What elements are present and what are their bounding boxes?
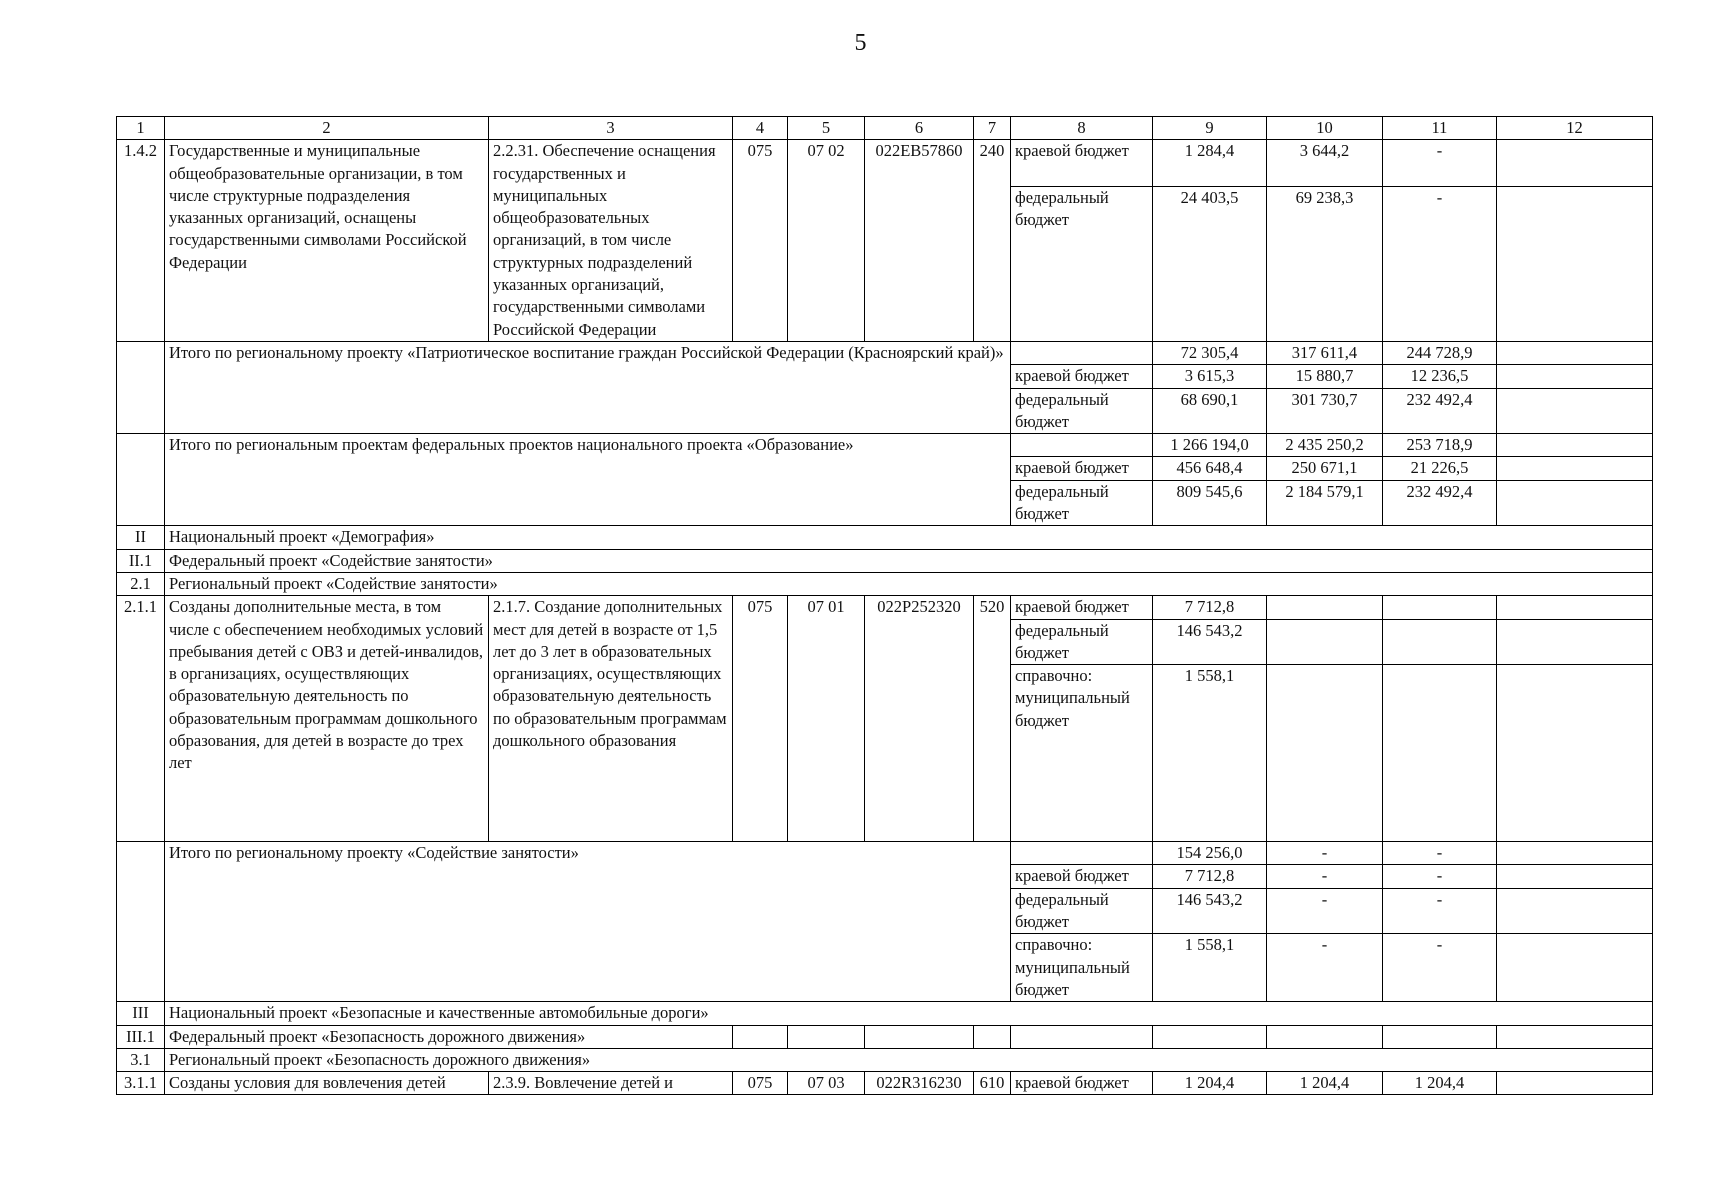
section-number: 3.1 xyxy=(117,1048,165,1071)
section-row xyxy=(117,572,1653,595)
blank-cell xyxy=(865,1025,974,1048)
value-cell: - xyxy=(1267,888,1383,934)
event-text: 2.3.9. Вовлечение детей и xyxy=(489,1072,733,1095)
result-text: Созданы дополнительные места, в том числе с обеспечением необходимых условий пребывания детей с ОВЗ и детей-инвалидов, в организациях, осуществляющих образовательную деятельность по образовательным программам дошкольного образования, для детей в возрасте до трех лет xyxy=(165,596,489,842)
value-cell xyxy=(1267,619,1383,665)
source-cell: краевой бюджет xyxy=(1011,596,1153,619)
total-row xyxy=(117,341,1653,364)
value-cell xyxy=(1497,434,1653,457)
page-number: 5 xyxy=(854,30,867,56)
value-cell xyxy=(1497,596,1653,619)
section-number: II.1 xyxy=(117,549,165,572)
source-cell: краевой бюджет xyxy=(1011,865,1153,888)
total-row xyxy=(117,434,1653,457)
code-cell: 07 02 xyxy=(788,140,865,342)
section-title: Национальный проект «Демография» xyxy=(165,526,1653,549)
header-cell: 5 xyxy=(788,117,865,140)
table-row xyxy=(117,1072,1653,1095)
section-number: III.1 xyxy=(117,1025,165,1048)
value-cell xyxy=(1497,619,1653,665)
budget-table xyxy=(116,116,1653,1095)
header-cell: 6 xyxy=(865,117,974,140)
source-cell: федеральный бюджет xyxy=(1011,480,1153,526)
value-cell: 1 204,4 xyxy=(1383,1072,1497,1095)
source-cell xyxy=(1011,842,1153,865)
value-cell: 21 226,5 xyxy=(1383,457,1497,480)
value-cell xyxy=(1497,341,1653,364)
header-cell: 2 xyxy=(165,117,489,140)
value-cell xyxy=(1267,665,1383,842)
row-number: 1.4.2 xyxy=(117,140,165,342)
value-cell: 3 615,3 xyxy=(1153,365,1267,388)
value-cell: - xyxy=(1383,888,1497,934)
header-row xyxy=(117,117,1653,140)
value-cell: 72 305,4 xyxy=(1153,341,1267,364)
source-cell: федеральный бюджет xyxy=(1011,619,1153,665)
section-title: Региональный проект «Содействие занятости» xyxy=(165,572,1653,595)
code-cell: 022ЕВ57860 xyxy=(865,140,974,342)
value-cell: - xyxy=(1383,186,1497,341)
section-title: Федеральный проект «Безопасность дорожного движения» xyxy=(165,1025,733,1048)
blank-cell xyxy=(1383,1025,1497,1048)
value-cell: 232 492,4 xyxy=(1383,388,1497,434)
code-cell: 022Р252320 xyxy=(865,596,974,842)
blank-cell xyxy=(1497,1025,1653,1048)
value-cell xyxy=(1383,619,1497,665)
row-number xyxy=(117,842,165,1002)
value-cell xyxy=(1497,888,1653,934)
value-cell: 3 644,2 xyxy=(1267,140,1383,187)
result-text: Государственные и муниципальные общеобразовательные организации, в том числе структурные подразделения указанных организаций, оснащены государственными символами Российской Федерации xyxy=(165,140,489,342)
source-cell: федеральный бюджет xyxy=(1011,388,1153,434)
value-cell: 69 238,3 xyxy=(1267,186,1383,341)
value-cell xyxy=(1497,365,1653,388)
value-cell xyxy=(1383,596,1497,619)
value-cell: 154 256,0 xyxy=(1153,842,1267,865)
blank-cell xyxy=(733,1025,788,1048)
value-cell: 146 543,2 xyxy=(1153,888,1267,934)
value-cell: 1 204,4 xyxy=(1153,1072,1267,1095)
table-row xyxy=(117,596,1653,619)
value-cell: 24 403,5 xyxy=(1153,186,1267,341)
code-cell: 075 xyxy=(733,596,788,842)
header-cell: 12 xyxy=(1497,117,1653,140)
source-cell xyxy=(1011,434,1153,457)
value-cell xyxy=(1497,865,1653,888)
section-row xyxy=(117,1048,1653,1071)
header-cell: 4 xyxy=(733,117,788,140)
value-cell: 253 718,9 xyxy=(1383,434,1497,457)
total-row xyxy=(117,842,1653,865)
row-number xyxy=(117,434,165,526)
source-cell: краевой бюджет xyxy=(1011,140,1153,187)
value-cell: 232 492,4 xyxy=(1383,480,1497,526)
value-cell: 317 611,4 xyxy=(1267,341,1383,364)
value-cell: 2 184 579,1 xyxy=(1267,480,1383,526)
value-cell xyxy=(1383,665,1497,842)
header-cell: 11 xyxy=(1383,117,1497,140)
code-cell: 022R316230 xyxy=(865,1072,974,1095)
value-cell xyxy=(1497,457,1653,480)
row-number xyxy=(117,341,165,433)
value-cell: - xyxy=(1267,842,1383,865)
value-cell: 1 558,1 xyxy=(1153,934,1267,1002)
value-cell: 1 266 194,0 xyxy=(1153,434,1267,457)
blank-cell xyxy=(788,1025,865,1048)
header-cell: 7 xyxy=(974,117,1011,140)
value-cell: 809 545,6 xyxy=(1153,480,1267,526)
value-cell xyxy=(1497,140,1653,187)
value-cell: - xyxy=(1383,140,1497,187)
event-text: 2.1.7. Создание дополнительных мест для детей в возрасте от 1,5 лет до 3 лет в образовательных организациях, осуществляющих образовательную деятельность по образовательным программам дошкольного образования xyxy=(489,596,733,842)
value-cell xyxy=(1497,480,1653,526)
value-cell: 68 690,1 xyxy=(1153,388,1267,434)
section-title: Федеральный проект «Содействие занятости» xyxy=(165,549,1653,572)
section-row xyxy=(117,1002,1653,1025)
blank-cell xyxy=(1011,1025,1153,1048)
source-cell: краевой бюджет xyxy=(1011,1072,1153,1095)
section-title: Национальный проект «Безопасные и качественные автомобильные дороги» xyxy=(165,1002,1653,1025)
total-label: Итого по региональному проекту «Содействие занятости» xyxy=(165,842,1011,1002)
value-cell: - xyxy=(1383,865,1497,888)
source-cell: краевой бюджет xyxy=(1011,365,1153,388)
value-cell: 146 543,2 xyxy=(1153,619,1267,665)
code-cell: 07 01 xyxy=(788,596,865,842)
row-number: 2.1.1 xyxy=(117,596,165,842)
value-cell: 7 712,8 xyxy=(1153,596,1267,619)
value-cell xyxy=(1267,596,1383,619)
value-cell: 2 435 250,2 xyxy=(1267,434,1383,457)
code-cell: 240 xyxy=(974,140,1011,342)
section-row xyxy=(117,526,1653,549)
table-row xyxy=(117,140,1653,187)
section-number: II xyxy=(117,526,165,549)
value-cell: - xyxy=(1267,934,1383,1002)
source-cell xyxy=(1011,341,1153,364)
value-cell: 12 236,5 xyxy=(1383,365,1497,388)
event-text: 2.2.31. Обеспечение оснащения государственных и муниципальных общеобразовательных организаций, в том числе структурных подразделений указанных организаций, государственными символами Российской Федерации xyxy=(489,140,733,342)
value-cell: 15 880,7 xyxy=(1267,365,1383,388)
header-cell: 1 xyxy=(117,117,165,140)
blank-cell xyxy=(1153,1025,1267,1048)
value-cell xyxy=(1497,842,1653,865)
value-cell: 1 204,4 xyxy=(1267,1072,1383,1095)
value-cell: 456 648,4 xyxy=(1153,457,1267,480)
value-cell: 1 558,1 xyxy=(1153,665,1267,842)
code-cell: 610 xyxy=(974,1072,1011,1095)
source-cell: федеральный бюджет xyxy=(1011,186,1153,341)
section-number: 2.1 xyxy=(117,572,165,595)
source-cell: федеральный бюджет xyxy=(1011,888,1153,934)
value-cell: 301 730,7 xyxy=(1267,388,1383,434)
section-number: III xyxy=(117,1002,165,1025)
blank-cell xyxy=(974,1025,1011,1048)
header-cell: 8 xyxy=(1011,117,1153,140)
value-cell: - xyxy=(1383,934,1497,1002)
value-cell: - xyxy=(1267,865,1383,888)
code-cell: 075 xyxy=(733,140,788,342)
value-cell xyxy=(1497,665,1653,842)
value-cell xyxy=(1497,1072,1653,1095)
value-cell: - xyxy=(1383,842,1497,865)
value-cell xyxy=(1497,934,1653,1002)
source-cell: краевой бюджет xyxy=(1011,457,1153,480)
blank-cell xyxy=(1267,1025,1383,1048)
code-cell: 075 xyxy=(733,1072,788,1095)
source-cell: справочно: муниципальный бюджет xyxy=(1011,665,1153,842)
total-label: Итого по региональным проектам федеральных проектов национального проекта «Образование» xyxy=(165,434,1011,526)
header-cell: 3 xyxy=(489,117,733,140)
value-cell xyxy=(1497,186,1653,341)
section-row xyxy=(117,1025,1653,1048)
value-cell: 250 671,1 xyxy=(1267,457,1383,480)
value-cell xyxy=(1497,388,1653,434)
code-cell: 520 xyxy=(974,596,1011,842)
header-cell: 9 xyxy=(1153,117,1267,140)
section-title: Региональный проект «Безопасность дорожного движения» xyxy=(165,1048,1653,1071)
value-cell: 1 284,4 xyxy=(1153,140,1267,187)
total-label: Итого по региональному проекту «Патриотическое воспитание граждан Российской Федерации (Красноярский край)» xyxy=(165,341,1011,433)
result-text: Созданы условия для вовлечения детей xyxy=(165,1072,489,1095)
value-cell: 244 728,9 xyxy=(1383,341,1497,364)
source-cell: справочно: муниципальный бюджет xyxy=(1011,934,1153,1002)
value-cell: 7 712,8 xyxy=(1153,865,1267,888)
row-number: 3.1.1 xyxy=(117,1072,165,1095)
header-cell: 10 xyxy=(1267,117,1383,140)
code-cell: 07 03 xyxy=(788,1072,865,1095)
section-row xyxy=(117,549,1653,572)
